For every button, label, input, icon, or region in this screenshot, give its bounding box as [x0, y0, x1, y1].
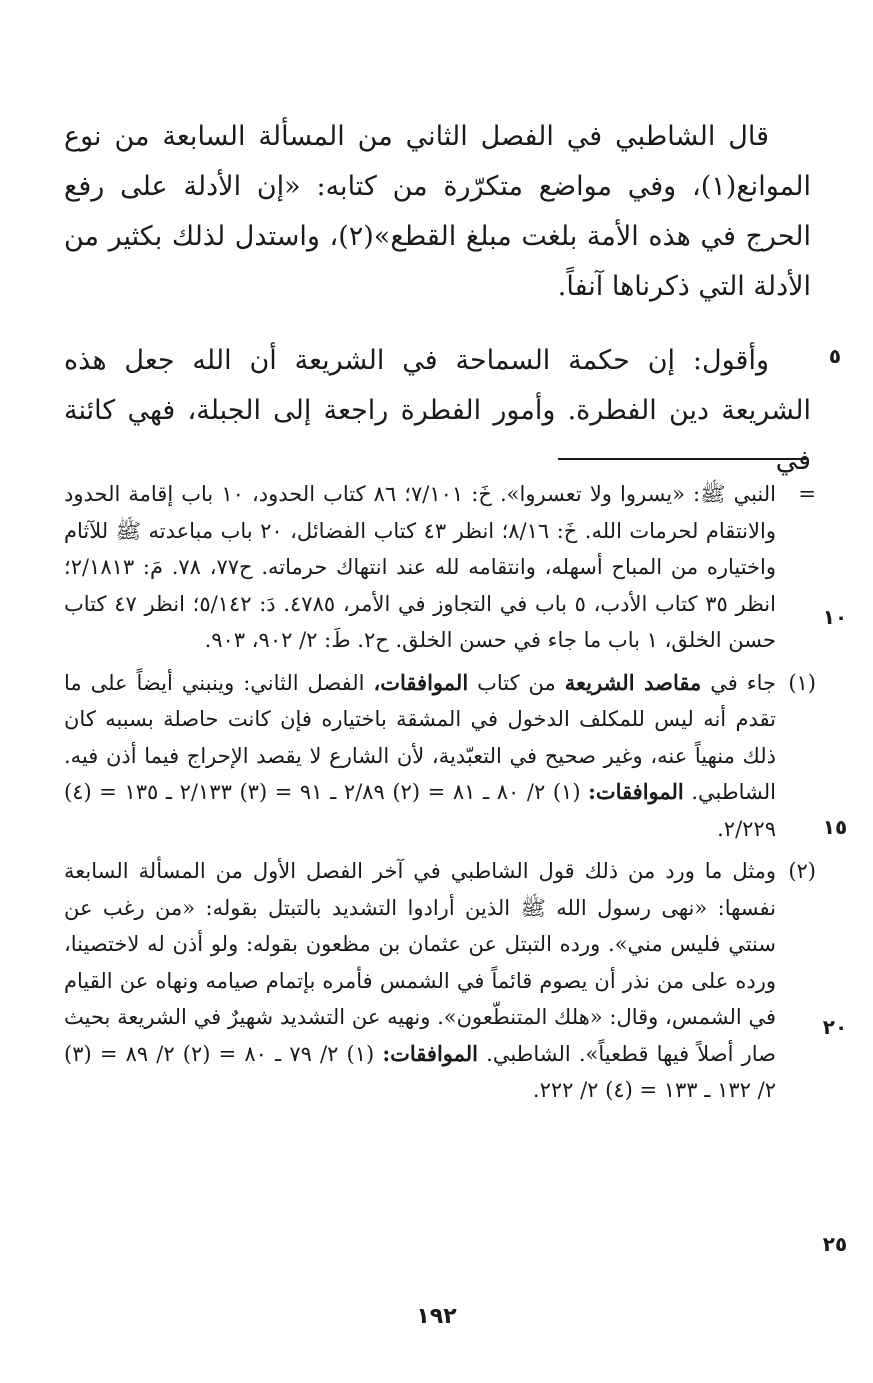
main-paragraph-2: وأقول: إن حكمة السماحة في الشريعة أن الله جعل هذه الشريعة دين الفطرة. وأمور الفطرة راجعة إلى الجبلة، فهي كائنة في: [64, 345, 811, 476]
footnote-marker: (٢): [788, 859, 816, 883]
footnote-separator: [558, 458, 806, 460]
main-paragraph-1: قال الشاطبي في الفصل الثاني من المسألة السابعة من نوع الموانع(١)، وفي مواضع متكرّرة من كتابه: «إن الأدلة على رفع الحرج في هذه الأمة بلغت مبلغ القطع»(٢)، واستدل لذلك بكثير من الأدلة التي ذكرناها آنفاً.: [64, 121, 811, 302]
footnote-text: جاء في: [710, 670, 776, 695]
footnote-book-title: مقاصد الشريعة: [564, 669, 702, 695]
line-number-20: ٢٠: [822, 1015, 848, 1039]
footnote-body: [64, 853, 776, 1109]
footnote-reference: (١) ٢/ ٨٠ ـ ٨١ = (٢) ٢/٨٩ ـ ٩١ = (٣) ٢/١٣٣ ـ ١٣٥ = (٤) ٢/٢٢٩.: [64, 780, 776, 841]
footnotes: [64, 476, 816, 1115]
footnote-text: من كتاب: [477, 670, 556, 695]
footnote-text: الفصل الثاني: وينبني أيضاً على ما تقدم أنه ليس للمكلف الدخول في المشقة باختياره فإن كانت حاصلة بسببه كان ذلك منهياً عنه، وغير صحيح في التعبّدية، لأن الشارع لا يقصد الإحراج فيما أذن فيه. الشاطبي.: [64, 670, 776, 804]
main-text: [64, 112, 811, 486]
footnote-body: النبي ﷺ: «يسروا ولا تعسروا». خَ: ٧/١٠١؛ ٨٦ كتاب الحدود، ١٠ باب إقامة الحدود والانتقام لحرمات الله. خَ: ٨/١٦؛ انظر ٤٣ كتاب الفضائل، ٢٠ باب مباعدته ﷺ للآثام واختياره من المباح أسهله، وانتقامه لله عند انتهاك حرماته. ح٧٧، ٧٨. مَ: ٢/١٨١٣؛ انظر ٣٥ كتاب الأدب، ٥ باب في التجاوز في الأمر، ٤٧٨٥. دَ: ٥/١٤٢؛ انظر ٤٧ كتاب حسن الخلق، ١ باب ما جاء في حسن الخلق. ح٢. طَ: ٢/ ٩٠٢، ٩٠٣.: [64, 482, 776, 652]
line-number-15: ١٥: [822, 815, 848, 839]
footnote-marker: (١): [788, 670, 816, 695]
footnote-book-title: الموافقات:: [588, 779, 684, 804]
footnote-1: [64, 665, 816, 848]
line-number-5: ٥: [828, 344, 842, 368]
footnote-body: [64, 665, 776, 848]
page-number: ١٩٢: [416, 1304, 457, 1329]
footnote-book-title: الموافقات:: [382, 1040, 478, 1066]
footnote-2: [64, 853, 816, 1109]
footnote-marker: =: [798, 482, 816, 506]
line-number-10: ١٠: [822, 605, 848, 629]
footnote-reference: (١) ٢/ ٧٩ ـ ٨٠ = (٢) ٢/ ٨٩ = (٣) ٢/ ١٣٢ ـ ١٣٣ = (٤) ٢/ ٢٢٢.: [64, 1041, 776, 1102]
line-number-25: ٢٥: [822, 1232, 848, 1256]
footnote-book-title: الموافقات،: [373, 669, 469, 695]
footnote-text: ومثل ما ورد من ذلك قول الشاطبي في آخر الفصل الأول من المسألة السابعة نفسها: «نهى رسول الله ﷺ الذين أرادوا التشديد بالتبتل بقوله: «من رغب عن سنتي فليس مني». ورده التبتل عن عثمان بن مظعون بقوله: ولو أذن له لاختصينا، ورده على من نذر أن يصوم قائماً في الشمس فأمره بإتمام صيامه ونهاه عن القيام في الشمس، وقال: «هلك المتنطّعون». ونهيه عن التشديد شهيرٌ في الشريعة بحيث صار أصلاً فيها قطعياً». الشاطبي.: [64, 859, 776, 1066]
footnote-continuation: [64, 476, 816, 659]
